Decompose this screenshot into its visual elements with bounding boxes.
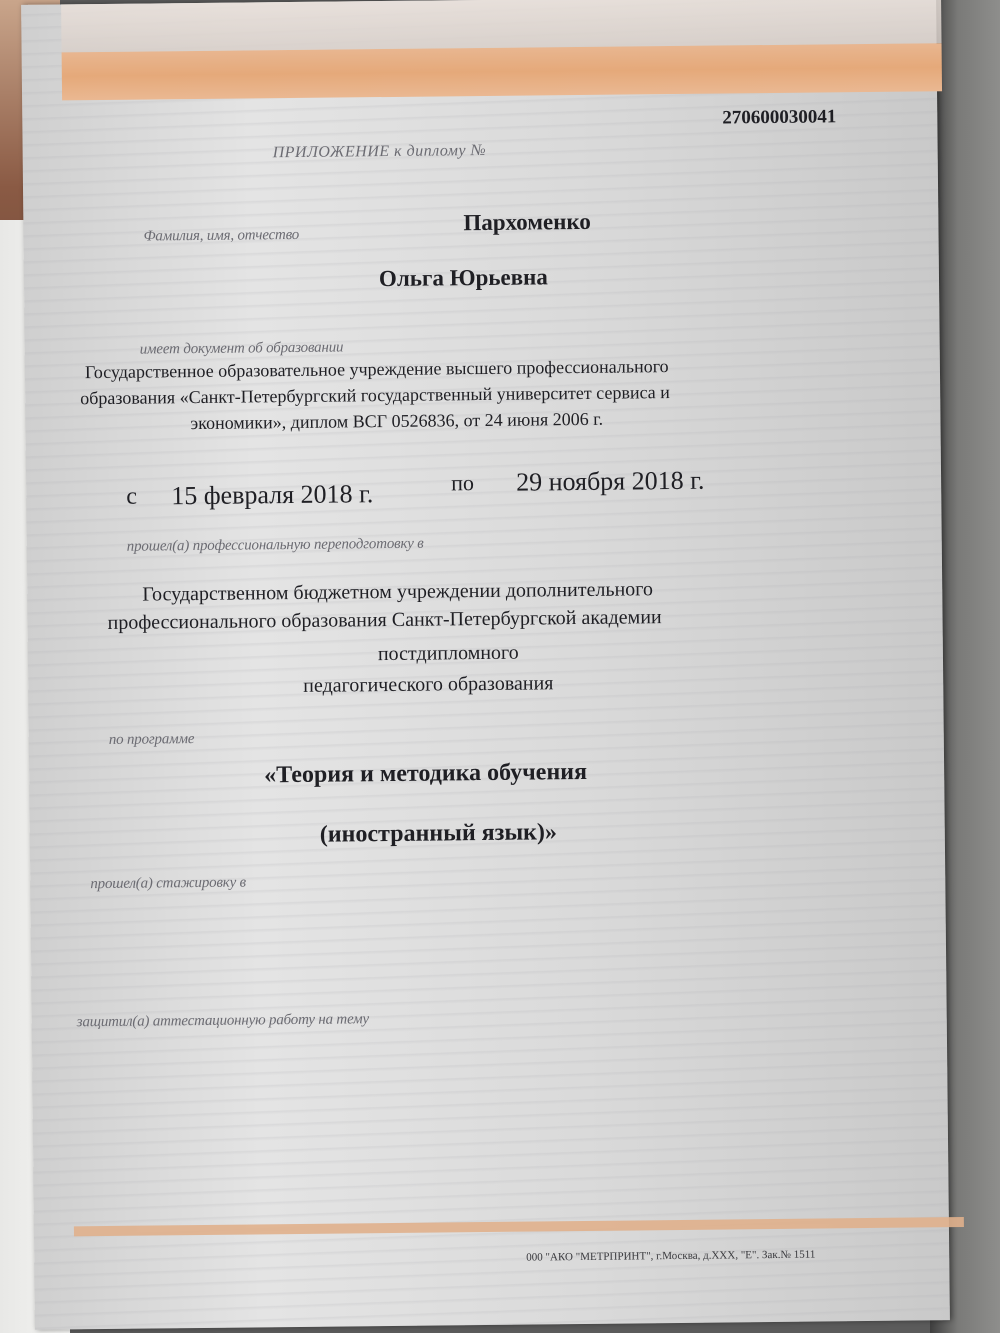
fio-caption: Фамилия, имя, отчество [143, 226, 300, 245]
education-line-1: Государственное образовательное учреждение высшего профессионального [84, 356, 669, 383]
program-caption: по программе [108, 731, 195, 748]
diploma-number: 270600030041 [722, 106, 837, 129]
internship-caption: прошел(а) стажировку в [90, 874, 246, 893]
header-band [62, 43, 942, 100]
retraining-line-4: педагогического образования [303, 672, 554, 697]
program-line-1: «Теория и методика обучения [264, 758, 588, 789]
retraining-caption: прошел(а) профессиональную переподготовку в [126, 535, 424, 555]
period-from: 15 февраля 2018 г. [171, 479, 374, 511]
surname: Пархоменко [463, 208, 591, 236]
retraining-line-2: профессионального образования Санкт-Петербургской академии [107, 606, 662, 634]
education-line-2: образования «Санкт-Петербургский государственный университет сервиса и [80, 382, 670, 409]
footer-band [74, 1217, 964, 1236]
education-line-3: экономики», диплом ВСГ 0526836, от 24 июня 2006 г. [190, 408, 604, 434]
retraining-line-1: Государственном бюджетном учреждении дополнительного [142, 578, 654, 606]
education-caption: имеет документ об образовании [139, 339, 344, 358]
period-from-label: с [126, 483, 138, 510]
appendix-caption: ПРИЛОЖЕНИЕ к диплому № [272, 141, 487, 162]
thesis-caption: защитил(а) аттестационную работу на тему [76, 1011, 370, 1031]
period-to: 29 ноября 2018 г. [515, 465, 705, 497]
given-names: Ольга Юрьевна [378, 264, 548, 292]
printer-imprint: 000 "АКО "МЕТРПРИНТ", г.Москва, д.ХХХ, "Е". Зак.№ 1511 [526, 1248, 816, 1264]
program-line-2: (иностранный язык)» [319, 819, 558, 848]
period-to-label: по [450, 470, 475, 496]
document-sheet [21, 0, 950, 1330]
retraining-line-3: постдипломного [377, 641, 519, 666]
